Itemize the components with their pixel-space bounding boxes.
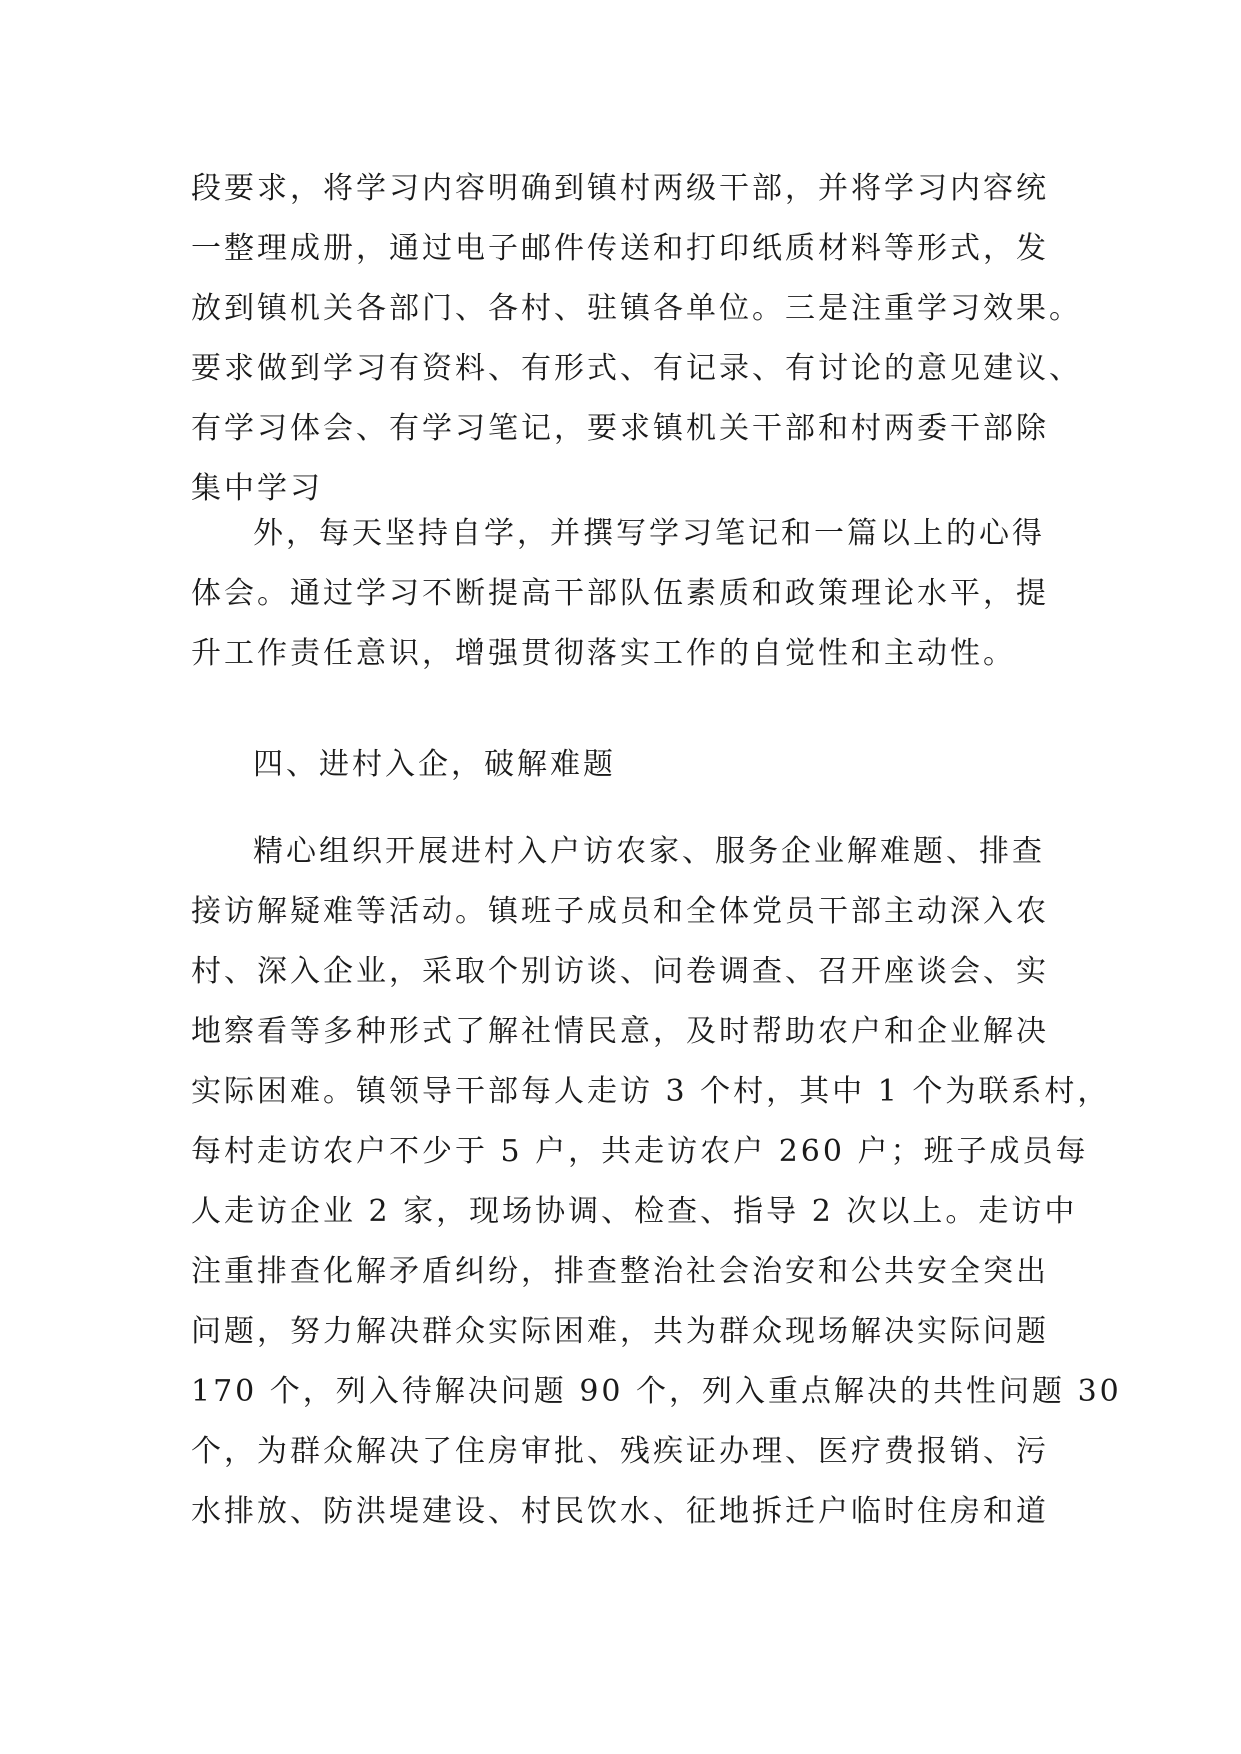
paragraph-continued <box>191 159 1082 519</box>
paragraph-self-study <box>191 504 1051 684</box>
text-line: 外，每天坚持自学，并撰写学习笔记和一篇以上的心得 <box>253 516 1045 551</box>
text-line: 精心组织开展进村入户访农家、服务企业解难题、排查 <box>253 834 1045 869</box>
text-line: 问题，努力解决群众实际困难，共为群众现场解决实际问题 <box>191 1314 1049 1349</box>
text-line: 实际困难。镇领导干部每人走访 3 个村，其中 1 个为联系村， <box>191 1074 1111 1109</box>
text-line: 水排放、防洪堤建设、村民饮水、征地拆迁户临时住房和道 <box>191 1494 1049 1529</box>
text-line: 一整理成册，通过电子邮件传送和打印纸质材料等形式，发 <box>191 231 1049 266</box>
text-line: 注重排查化解矛盾纠纷，排查整治社会治安和公共安全突出 <box>191 1254 1049 1289</box>
text-line: 村、深入企业，采取个别访谈、问卷调查、召开座谈会、实 <box>191 954 1049 989</box>
text-line: 要求做到学习有资料、有形式、有记录、有讨论的意见建议、 <box>191 351 1082 386</box>
text-line: 170 个，列入待解决问题 90 个，列入重点解决的共性问题 30 <box>191 1374 1122 1409</box>
text-line: 集中学习 <box>191 471 323 506</box>
text-line: 每村走访农户不少于 5 户，共走访农户 260 户；班子成员每 <box>191 1134 1089 1169</box>
section-heading-text: 四、进村入企，破解难题 <box>253 747 616 782</box>
text-line: 放到镇机关各部门、各村、驻镇各单位。三是注重学习效果。 <box>191 291 1082 326</box>
text-line: 人走访企业 2 家，现场协调、检查、指导 2 次以上。走访中 <box>191 1194 1078 1229</box>
paragraph-village-visits <box>191 822 1122 1542</box>
section-heading <box>191 735 1051 795</box>
text-line: 个，为群众解决了住房审批、残疾证办理、医疗费报销、污 <box>191 1434 1049 1469</box>
text-line: 接访解疑难等活动。镇班子成员和全体党员干部主动深入农 <box>191 894 1049 929</box>
text-line: 升工作责任意识，增强贯彻落实工作的自觉性和主动性。 <box>191 636 1016 671</box>
text-line: 段要求，将学习内容明确到镇村两级干部，并将学习内容统 <box>191 171 1049 206</box>
text-line: 地察看等多种形式了解社情民意，及时帮助农户和企业解决 <box>191 1014 1049 1049</box>
text-line: 有学习体会、有学习笔记，要求镇机关干部和村两委干部除 <box>191 411 1049 446</box>
text-line: 体会。通过学习不断提高干部队伍素质和政策理论水平，提 <box>191 576 1049 611</box>
